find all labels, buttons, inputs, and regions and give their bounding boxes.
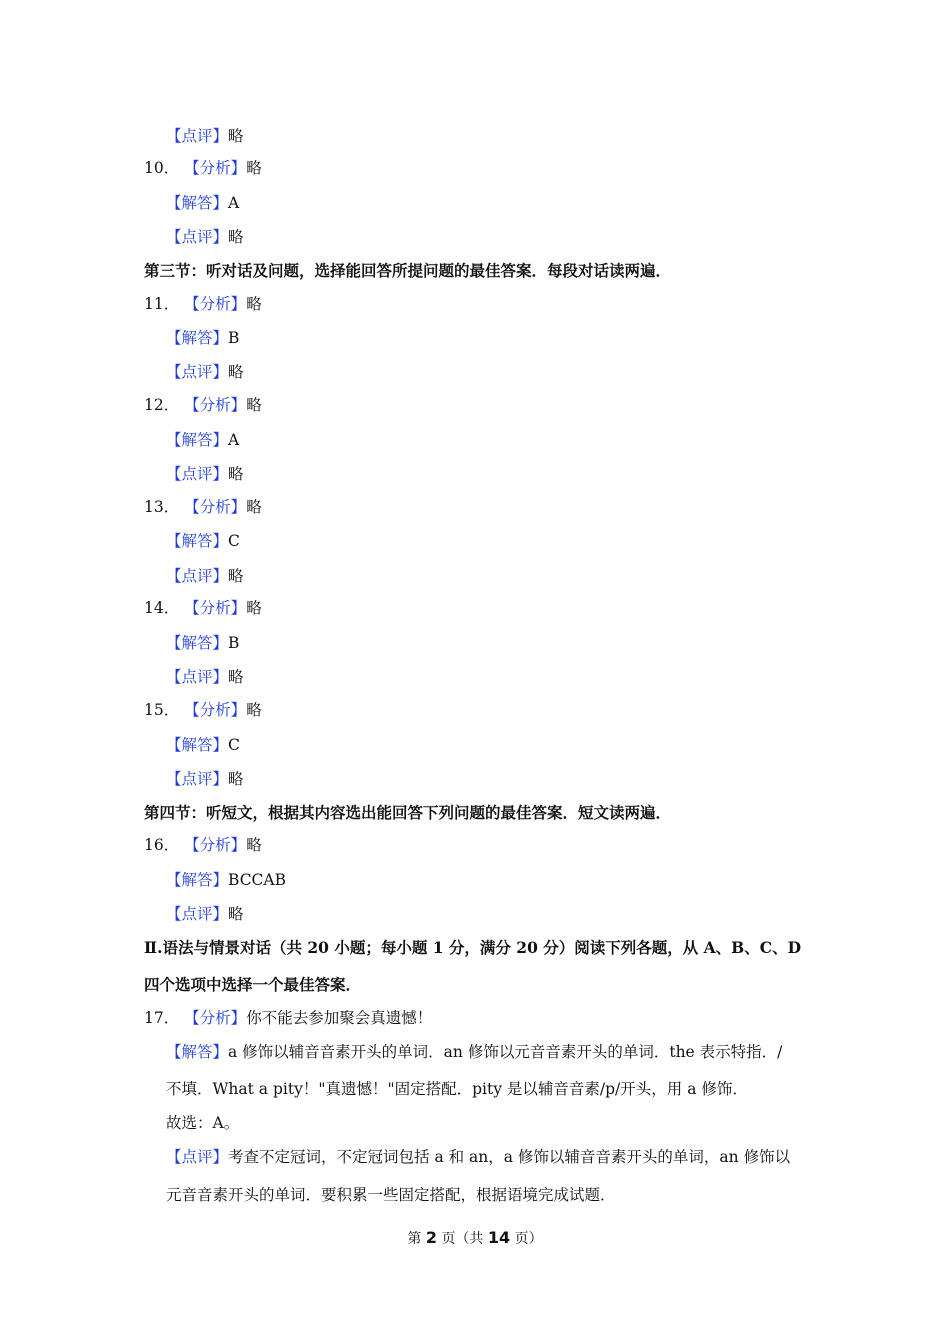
- question-line: [144, 700, 262, 720]
- answer-line: [166, 328, 239, 348]
- question-number: 13．: [144, 498, 180, 516]
- review-tag: 【点评】: [166, 465, 229, 483]
- review-line: [166, 904, 244, 924]
- review-tag: 【点评】: [166, 668, 229, 686]
- answer-tag: 【解答】: [166, 634, 229, 652]
- section-heading: 第四节：听短文，根据其内容选出能回答下列问题的最佳答案．短文读两遍．: [144, 803, 672, 822]
- answer-line: [166, 870, 286, 890]
- review-line: [166, 227, 244, 247]
- analysis-tag: 【分析】: [184, 1009, 247, 1027]
- answer-line: [166, 430, 239, 450]
- answer-tag: 【解答】: [166, 871, 229, 889]
- analysis-tag: 【分析】: [184, 396, 247, 414]
- answer-text: B: [228, 329, 240, 347]
- review-continued: 元音音素开头的单词．要积累一些固定搭配，根据语境完成试题．: [166, 1186, 616, 1204]
- review-line: [166, 464, 244, 484]
- question-line: [144, 158, 262, 178]
- analysis-text: 略: [246, 498, 262, 516]
- review-line: [166, 667, 244, 687]
- analysis-tag: 【分析】: [184, 701, 247, 719]
- answer-text: BCCAB: [228, 871, 286, 889]
- analysis-text: 略: [246, 396, 262, 414]
- answer-text: B: [228, 634, 240, 652]
- review-text: 略: [228, 127, 244, 145]
- page-footer: [0, 1228, 950, 1248]
- review-line: [166, 769, 244, 789]
- review-tag: 【点评】: [166, 770, 229, 788]
- question-number: 14．: [144, 599, 180, 617]
- question-line: [144, 1008, 432, 1028]
- question-line: [144, 835, 262, 855]
- review-tag: 【点评】: [166, 567, 229, 585]
- review-line: [166, 566, 244, 586]
- answer-text: C: [228, 736, 240, 754]
- question-line: [144, 497, 262, 517]
- analysis-tag: 【分析】: [184, 498, 247, 516]
- analysis-tag: 【分析】: [184, 836, 247, 854]
- question-number: 11．: [144, 295, 180, 313]
- answer-text: a 修饰以辅音音素开头的单词．an 修饰以元音音素开头的单词．the 表示特指．/: [228, 1043, 783, 1061]
- answer-conclusion: 故选：A。: [166, 1114, 240, 1132]
- answer-tag: 【解答】: [166, 1043, 229, 1061]
- answer-tag: 【解答】: [166, 194, 229, 212]
- answer-line: [166, 633, 239, 653]
- review-text: 略: [228, 465, 244, 483]
- review-tag: 【点评】: [166, 1148, 229, 1166]
- analysis-tag: 【分析】: [184, 295, 247, 313]
- review-text: 考查不定冠词，不定冠词包括 a 和 an，a 修饰以辅音音素开头的单词，an 修饰以: [228, 1148, 791, 1166]
- question-line: [144, 598, 262, 618]
- footer-page-number: 2: [425, 1228, 437, 1247]
- answer-tag: 【解答】: [166, 736, 229, 754]
- answer-tag: 【解答】: [166, 329, 229, 347]
- question-number: 10．: [144, 159, 180, 177]
- question-number: 12．: [144, 396, 180, 414]
- question-line: [144, 395, 262, 415]
- review-text: 略: [228, 770, 244, 788]
- footer-total-pages: 14: [487, 1228, 511, 1247]
- analysis-text: 略: [246, 159, 262, 177]
- footer-suffix: 页）: [514, 1231, 543, 1247]
- analysis-text: 略: [246, 701, 262, 719]
- analysis-text: 略: [246, 295, 262, 313]
- answer-text: A: [228, 194, 240, 212]
- question-number: 15．: [144, 701, 180, 719]
- answer-continued: 不填．What a pity！"真遗憾！"固定搭配．pity 是以辅音音素/p/开头，用 a 修饰．: [166, 1080, 748, 1098]
- section-heading-continued: 四个选项中选择一个最佳答案．: [144, 975, 362, 994]
- answer-line: [166, 735, 240, 755]
- review-tag: 【点评】: [166, 228, 229, 246]
- question-number: 16．: [144, 836, 180, 854]
- footer-prefix: 第: [407, 1231, 422, 1247]
- answer-text: C: [228, 532, 240, 550]
- analysis-tag: 【分析】: [184, 599, 247, 617]
- analysis-tag: 【分析】: [184, 159, 247, 177]
- analysis-text: 略: [246, 599, 262, 617]
- review-tag: 【点评】: [166, 127, 229, 145]
- answer-line: [166, 531, 240, 551]
- footer-middle: 页（共: [441, 1231, 484, 1247]
- answer-tag: 【解答】: [166, 431, 229, 449]
- analysis-text: 略: [246, 836, 262, 854]
- review-tag: 【点评】: [166, 905, 229, 923]
- analysis-text: 你不能去参加聚会真遗憾！: [246, 1009, 433, 1027]
- review-text: 略: [228, 567, 244, 585]
- review-line: [166, 362, 244, 382]
- review-tag: 【点评】: [166, 363, 229, 381]
- section-heading: Ⅱ.语法与情景对话（共 20 小题；每小题 1 分，满分 20 分）阅读下列各题，从 A、B、C、D: [144, 938, 802, 957]
- review-text: 略: [228, 363, 244, 381]
- question-number: 17．: [144, 1009, 180, 1027]
- answer-line: [166, 1042, 782, 1062]
- review-line: [166, 126, 244, 146]
- review-line: [166, 1147, 790, 1167]
- question-line: [144, 294, 262, 314]
- review-text: 略: [228, 668, 244, 686]
- answer-text: A: [228, 431, 240, 449]
- section-heading: 第三节：听对话及问题，选择能回答所提问题的最佳答案．每段对话读两遍．: [144, 261, 672, 280]
- answer-line: [166, 193, 239, 213]
- review-text: 略: [228, 228, 244, 246]
- review-text: 略: [228, 905, 244, 923]
- answer-tag: 【解答】: [166, 532, 229, 550]
